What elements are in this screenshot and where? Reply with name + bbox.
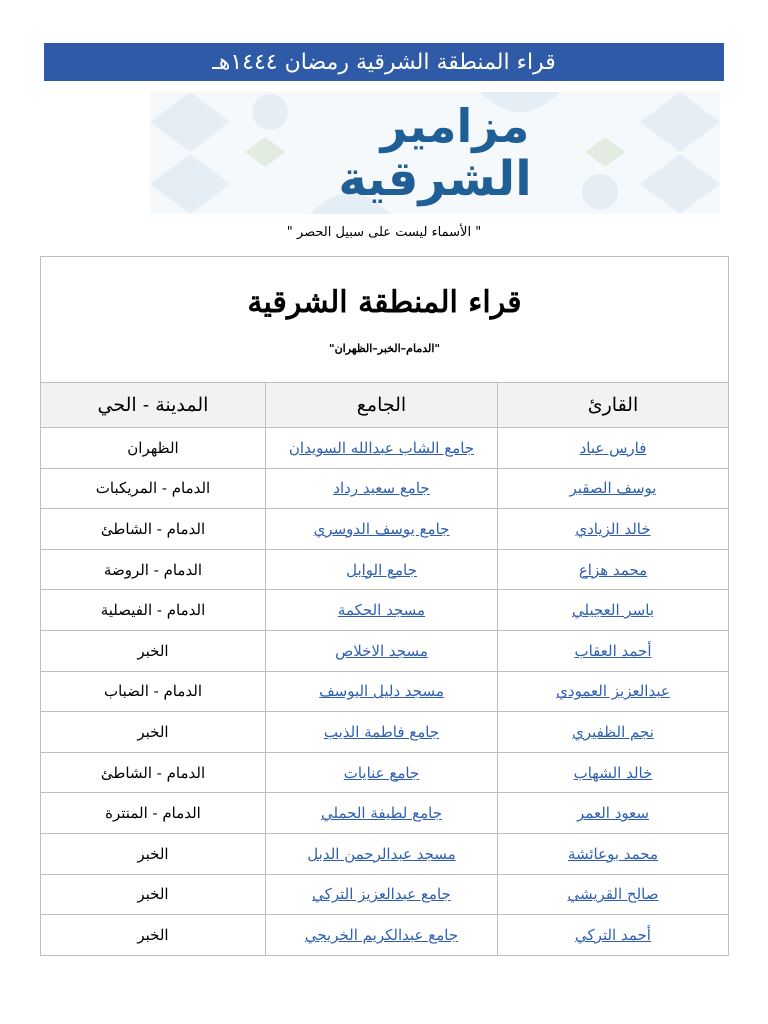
- page-banner: [44, 43, 724, 81]
- cell-city: [41, 712, 266, 753]
- reader-link[interactable]: أحمد العقاب: [574, 641, 652, 660]
- cell-city: [41, 549, 266, 590]
- cell-reader: [498, 671, 729, 712]
- table-row: [41, 915, 729, 956]
- cell-city: [41, 509, 266, 550]
- table-row: [41, 752, 729, 793]
- logo-line-1: مزامير: [380, 99, 530, 153]
- cell-mosque: [266, 752, 498, 793]
- reader-link[interactable]: سعود العمر: [577, 804, 649, 823]
- table-row: [41, 833, 729, 874]
- mosque-link[interactable]: جامع فاطمة الذيب: [323, 722, 440, 741]
- cell-mosque: [266, 915, 498, 956]
- table-row: [41, 468, 729, 509]
- cell-reader: [498, 752, 729, 793]
- table-row: [41, 874, 729, 915]
- cell-city: [41, 915, 266, 956]
- city-text: الخبر: [137, 925, 169, 944]
- cell-city: [41, 630, 266, 671]
- city-text: الدمام - الروضة: [103, 560, 203, 579]
- mosque-link[interactable]: جامع سعيد رداد: [333, 479, 430, 498]
- reader-link[interactable]: خالد الزيادي: [575, 519, 651, 538]
- cell-city: [41, 874, 266, 915]
- reader-link[interactable]: عبدالعزيز العمودي: [556, 682, 670, 701]
- table-title: قراء المنطقة الشرقية: [247, 285, 522, 320]
- cell-mosque: [266, 509, 498, 550]
- cell-reader: [498, 833, 729, 874]
- cell-mosque: [266, 549, 498, 590]
- mosque-link[interactable]: جامع لطيفة الحملي: [321, 804, 442, 823]
- cell-city: [41, 752, 266, 793]
- cell-city: [41, 468, 266, 509]
- cell-city: [41, 671, 266, 712]
- cell-reader: [498, 468, 729, 509]
- cell-mosque: [266, 671, 498, 712]
- cell-city: [41, 833, 266, 874]
- city-text: الدمام - المريكبات: [95, 479, 211, 498]
- table-row: [41, 428, 729, 469]
- city-text: الظهران: [127, 438, 179, 457]
- table-row: [41, 549, 729, 590]
- cell-reader: [498, 509, 729, 550]
- mosque-link[interactable]: جامع عبدالعزيز التركي: [312, 885, 451, 904]
- mosque-link[interactable]: جامع يوسف الدوسري: [313, 519, 450, 538]
- cell-reader: [498, 428, 729, 469]
- mosque-link[interactable]: مسجد الحكمة: [337, 601, 426, 620]
- table-title-cell: [41, 257, 729, 383]
- reader-link[interactable]: يوسف الصقير: [569, 479, 657, 498]
- logo: [150, 92, 720, 214]
- reader-link[interactable]: محمد هزاع: [578, 560, 648, 579]
- city-text: الدمام - الفيصلية: [100, 601, 206, 620]
- cell-reader: [498, 712, 729, 753]
- city-text: الدمام - الضباب: [103, 682, 203, 701]
- logo-line-2: الشرقية: [338, 151, 532, 207]
- cell-reader: [498, 630, 729, 671]
- cell-mosque: [266, 590, 498, 631]
- reader-link[interactable]: ياسر العجيلي: [571, 601, 654, 620]
- disclaimer-text: " الأسماء ليست على سبيل الحصر ": [286, 225, 482, 240]
- column-header-mosque: الجامع: [266, 383, 498, 428]
- cell-mosque: [266, 428, 498, 469]
- cell-mosque: [266, 833, 498, 874]
- cell-reader: [498, 915, 729, 956]
- table-header-row: [41, 383, 729, 428]
- mosque-link[interactable]: جامع عنايات: [343, 763, 420, 782]
- city-text: الدمام - الشاطئ: [100, 519, 206, 538]
- table-row: [41, 793, 729, 834]
- cell-mosque: [266, 793, 498, 834]
- cell-city: [41, 428, 266, 469]
- table-body: [41, 428, 729, 956]
- cell-city: [41, 793, 266, 834]
- mosque-link[interactable]: مسجد عبدالرحمن الدبل: [307, 844, 456, 863]
- cell-reader: [498, 793, 729, 834]
- reader-link[interactable]: محمد بوعائشة: [567, 844, 659, 863]
- table-row: [41, 671, 729, 712]
- mosque-link[interactable]: جامع عبدالكريم الخريجي: [304, 925, 459, 944]
- column-header-reader: القارئ: [498, 383, 729, 428]
- table-row: [41, 712, 729, 753]
- city-text: الخبر: [137, 641, 169, 660]
- reader-link[interactable]: خالد الشهاب: [573, 763, 653, 782]
- city-text: الخبر: [137, 844, 169, 863]
- mosque-link[interactable]: مسجد الاخلاص: [335, 641, 428, 660]
- city-text: الخبر: [137, 722, 169, 741]
- table-subtitle: "الدمام–الخبر–الظهران": [328, 342, 441, 355]
- table-row: [41, 509, 729, 550]
- column-header-city: المدينة - الحي: [41, 383, 266, 428]
- cell-reader: [498, 549, 729, 590]
- banner-title: قراء المنطقة الشرقية رمضان ١٤٤٤هـ: [212, 49, 556, 75]
- cell-city: [41, 590, 266, 631]
- city-text: الدمام - الشاطئ: [100, 763, 206, 782]
- table-row: [41, 590, 729, 631]
- city-text: الدمام - المنترة: [105, 804, 201, 823]
- reader-link[interactable]: نجم الظفيري: [572, 722, 654, 741]
- reader-link[interactable]: فارس عباد: [579, 438, 647, 457]
- cell-reader: [498, 590, 729, 631]
- table-row: [41, 630, 729, 671]
- city-text: الخبر: [137, 885, 169, 904]
- mosque-link[interactable]: مسجد دليل اليوسف: [319, 682, 444, 701]
- cell-mosque: [266, 630, 498, 671]
- mosque-link[interactable]: جامع الشاب عبدالله السويدان: [288, 438, 475, 457]
- reader-link[interactable]: صالح القريشي: [567, 885, 659, 904]
- readers-table: [40, 256, 729, 956]
- cell-mosque: [266, 468, 498, 509]
- cell-mosque: [266, 874, 498, 915]
- mosque-link[interactable]: جامع الوابل: [346, 560, 417, 579]
- cell-mosque: [266, 712, 498, 753]
- reader-link[interactable]: أحمد التركي: [575, 925, 651, 944]
- cell-reader: [498, 874, 729, 915]
